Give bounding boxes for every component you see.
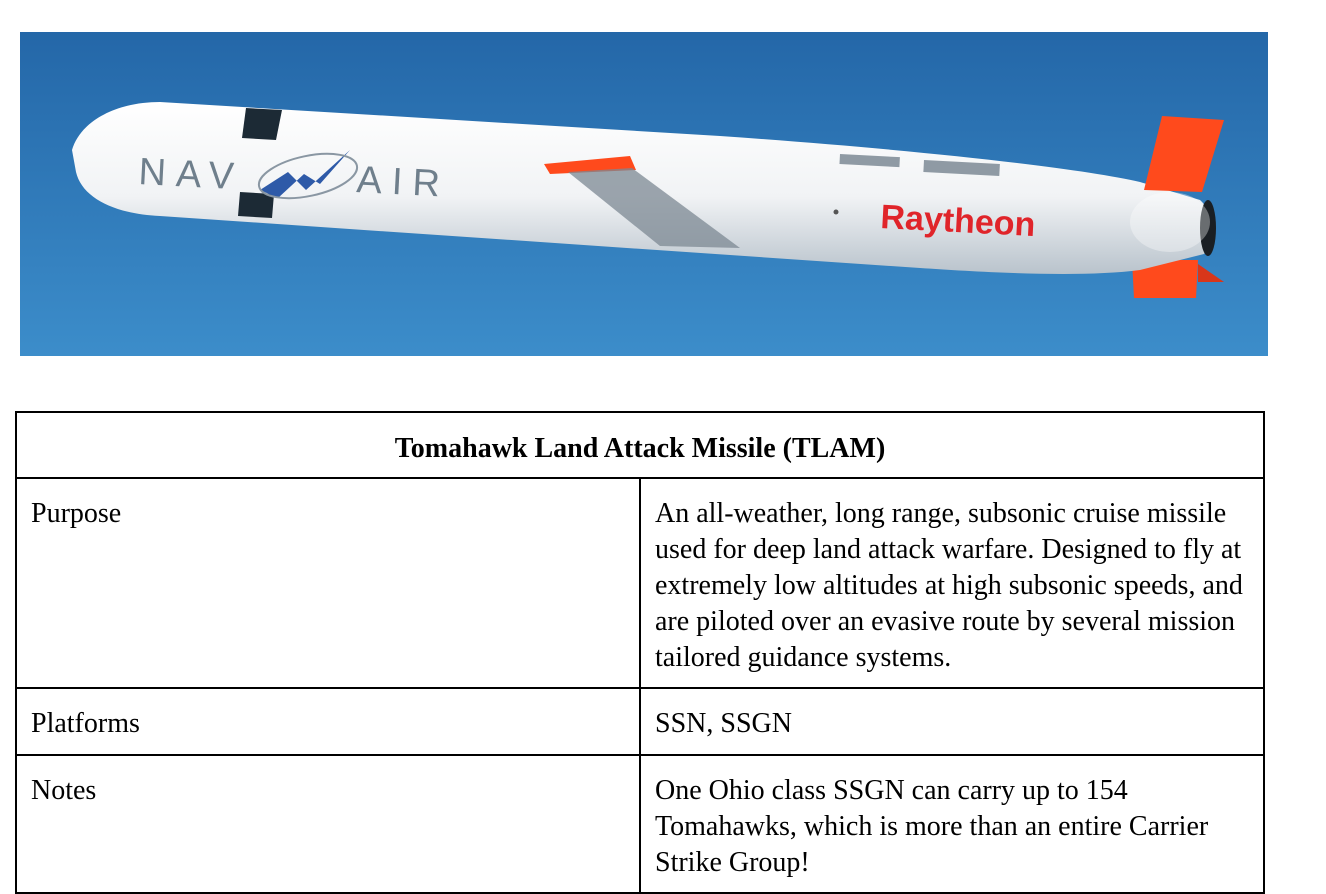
missile-illustration	[20, 32, 1268, 356]
table-row-purpose	[16, 478, 1264, 688]
table-title: Tomahawk Land Attack Missile (TLAM)	[16, 412, 1264, 478]
missile-photo	[20, 32, 1268, 356]
spec-table	[15, 411, 1265, 894]
table-row-platforms	[16, 688, 1264, 755]
row-label: Purpose	[16, 478, 640, 688]
row-label: Notes	[16, 755, 640, 893]
row-value: An all-weather, long range, subsonic cruise missile used for deep land attack warfare. Designed to fly at extremely low altitudes at high subsonic speeds, and are piloted over an evasive route by several mission tailored guidance systems.	[640, 478, 1264, 688]
table-row-notes	[16, 755, 1264, 893]
navair-logo-left: NAV	[137, 151, 245, 199]
raytheon-logo: Raytheon	[879, 198, 1037, 245]
row-value: One Ohio class SSGN can carry up to 154 Tomahawks, which is more than an entire Carrier Strike Group!	[640, 755, 1264, 893]
row-value: SSN, SSGN	[640, 688, 1264, 755]
row-label: Platforms	[16, 688, 640, 755]
navair-logo-right: AIR	[355, 159, 451, 206]
